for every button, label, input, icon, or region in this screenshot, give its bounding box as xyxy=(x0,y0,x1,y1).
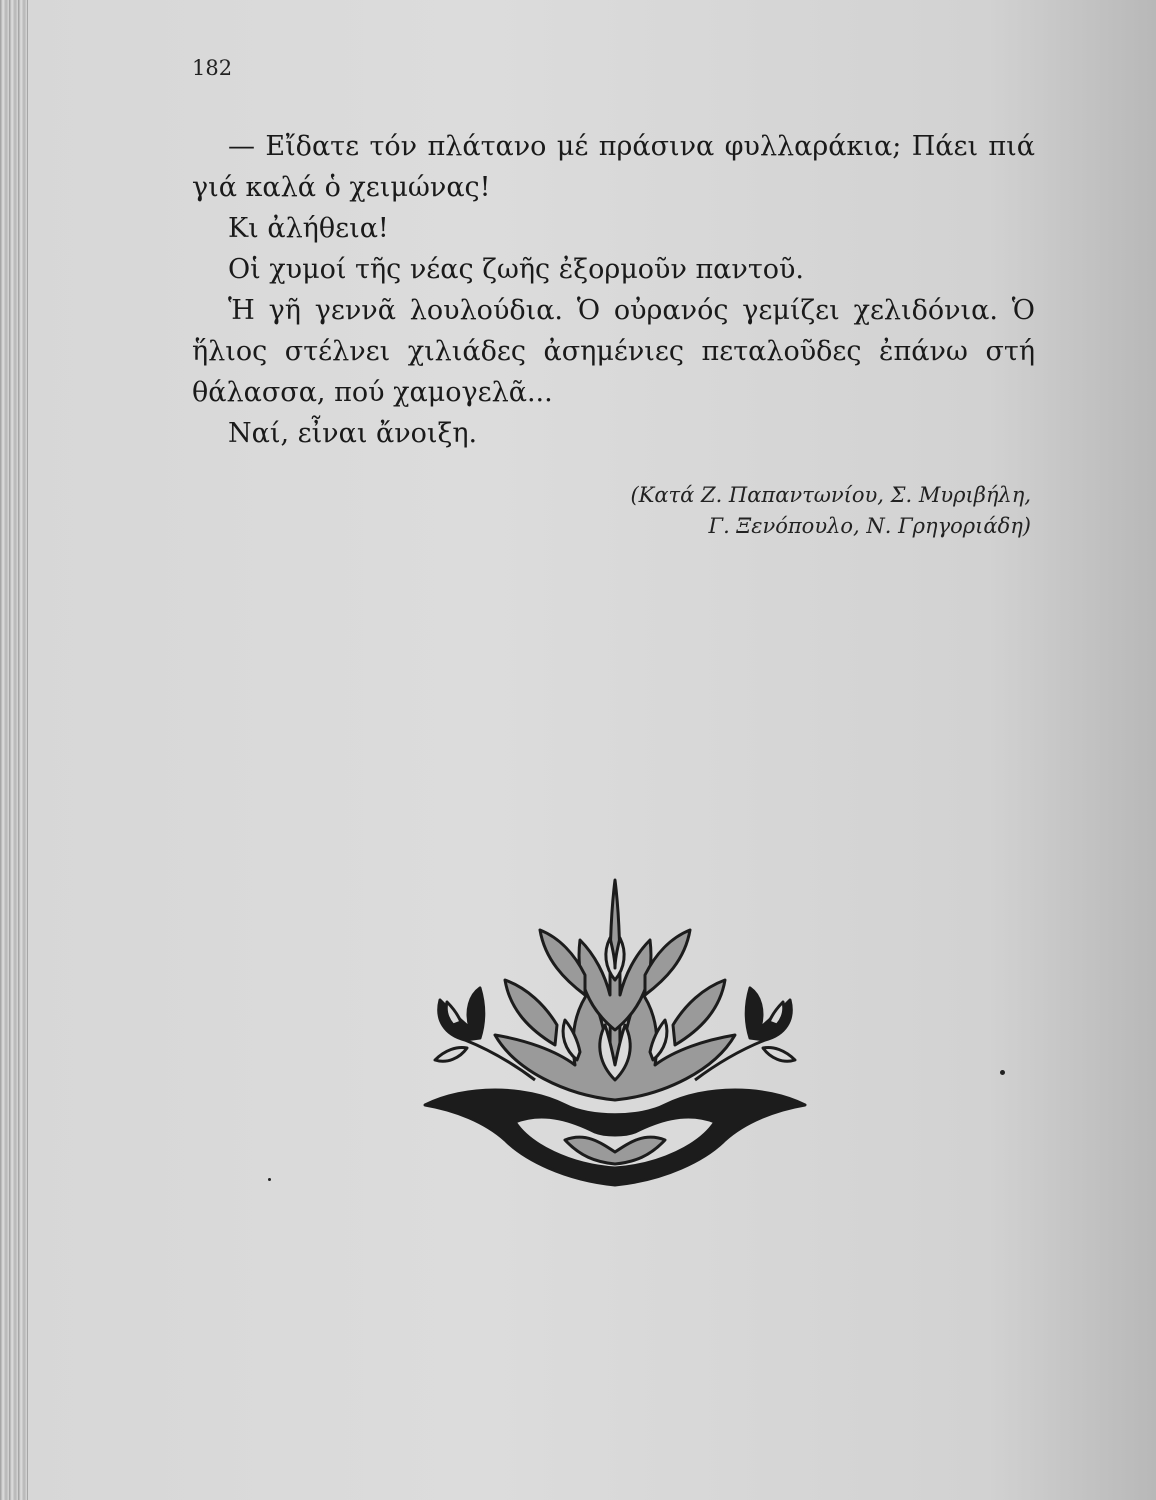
source-attribution xyxy=(630,480,1031,542)
paragraph: Ἡ γῆ γεννᾶ λουλούδια. Ὁ οὐρανός γεμίζει χελιδόνια. Ὁ ἥλιος στέλνει χιλιάδες ἀσημένιες πεταλοῦδες ἐπάνω στή θάλασσα, πού χαμογελᾶ... xyxy=(192,295,1035,408)
lotus-flower-ornament-icon xyxy=(405,860,825,1230)
paragraph: Οἱ χυμοί τῆς νέας ζωῆς ἐξορμοῦν παντοῦ. xyxy=(228,254,805,285)
attribution-line: Γ. Ξενόπουλο, Ν. Γρηγοριάδη) xyxy=(708,514,1031,538)
paragraph: — Εἴδατε τόν πλάτανο μέ πράσινα φυλλαράκια; Πάει πιά γιά καλά ὁ χειμώνας! xyxy=(192,131,1035,203)
paragraph: Ναί, εἶναι ἄνοιξη. xyxy=(228,418,478,449)
attribution-line: (Κατά Ζ. Παπαντωνίου, Σ. Μυριβήλη, xyxy=(630,483,1031,507)
ink-speck xyxy=(268,1178,271,1181)
paragraph: Κι ἀλήθεια! xyxy=(228,213,389,244)
page-number: 182 xyxy=(192,56,233,80)
ink-speck xyxy=(1000,1070,1005,1075)
body-text xyxy=(192,126,1035,454)
